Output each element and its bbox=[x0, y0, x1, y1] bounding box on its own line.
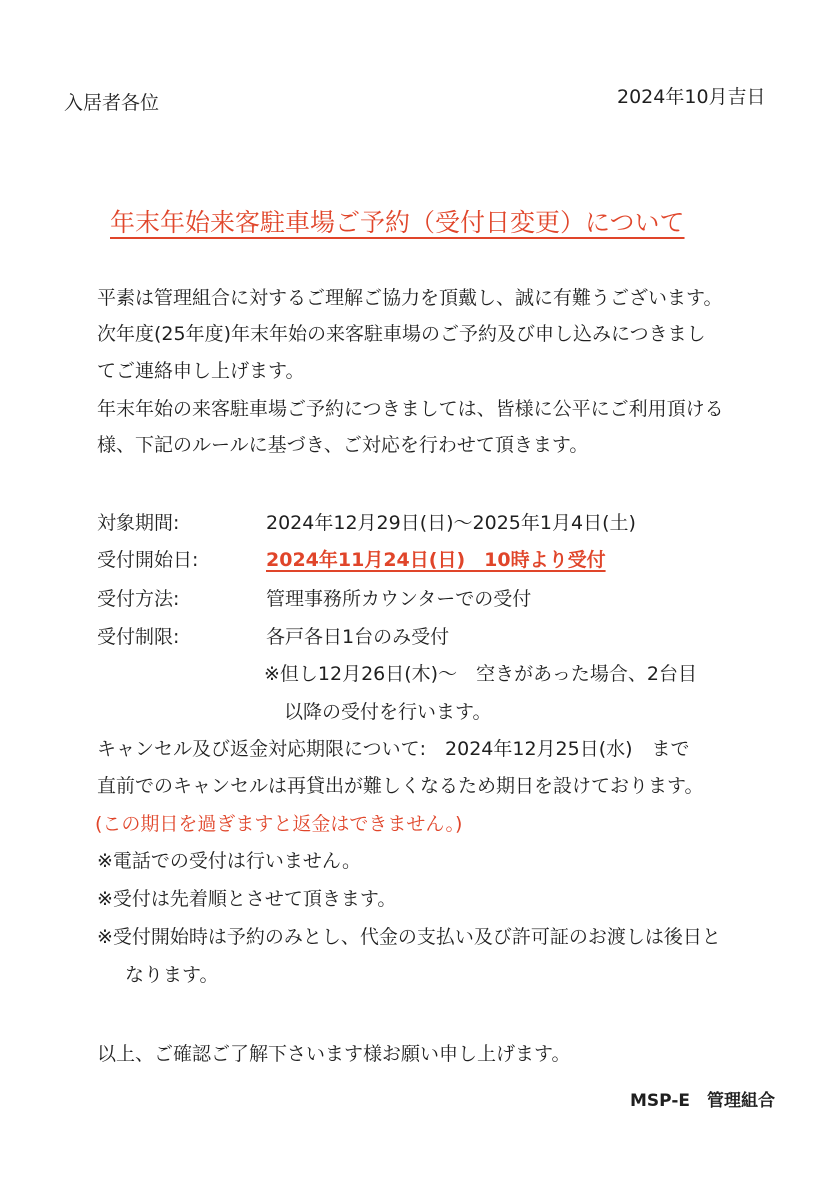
intro-line-4: 年末年始の来客駐車場ご予約につきましては、皆様に公平にご利用頂ける bbox=[97, 398, 724, 420]
period-value: 2024年12月29日(日)～2025年1月4日(土) bbox=[266, 512, 636, 534]
signature: MSP-E 管理組合 bbox=[630, 1091, 775, 1111]
note-payment-line-2: なります。 bbox=[125, 964, 219, 986]
intro-line-3: てご連絡申し上げます。 bbox=[97, 360, 305, 382]
note-no-phone: ※電話での受付は行いません。 bbox=[97, 850, 362, 872]
limit-note-1: ※但し12月26日(木)～ 空きがあった場合、2台目 bbox=[264, 663, 697, 685]
cancellation-reason: 直前でのキャンセルは再貸出が難しくなるため期日を設けております。 bbox=[97, 775, 704, 797]
limit-label: 受付制限: bbox=[97, 626, 180, 648]
start-date-label: 受付開始日: bbox=[97, 549, 199, 571]
intro-line-5: 様、下記のルールに基づき、ご対応を行わせて頂きます。 bbox=[97, 434, 589, 456]
issue-date: 2024年10月吉日 bbox=[617, 86, 766, 108]
note-payment-line-1: ※受付開始時は予約のみとし、代金の支払い及び許可証のお渡しは後日と bbox=[97, 926, 721, 948]
document-title: 年末年始来客駐車場ご予約（受付日変更）について bbox=[110, 208, 685, 237]
limit-value: 各戸各日1台のみ受付 bbox=[266, 626, 450, 648]
limit-note-2: 以降の受付を行います。 bbox=[284, 701, 492, 723]
period-label: 対象期間: bbox=[97, 512, 180, 534]
note-first-come: ※受付は先着順とさせて頂きます。 bbox=[97, 888, 397, 910]
start-date-value: 2024年11月24日(日) 10時より受付 bbox=[266, 549, 606, 571]
intro-line-2: 次年度(25年度)年末年始の来客駐車場のご予約及び申し込みにつきまし bbox=[97, 323, 706, 345]
intro-line-1: 平素は管理組合に対するご理解ご協力を頂戴し、誠に有難うございます。 bbox=[97, 287, 723, 309]
cancellation-deadline: キャンセル及び返金対応期限について: 2024年12月25日(水) まで bbox=[97, 738, 690, 760]
recipient-line: 入居者各位 bbox=[64, 92, 160, 114]
method-label: 受付方法: bbox=[97, 588, 180, 610]
closing-remark: 以上、ご確認ご了解下さいます様お願い申し上げます。 bbox=[97, 1043, 571, 1065]
refund-warning: (この期日を過ぎますと返金はできません。) bbox=[95, 813, 463, 835]
method-value: 管理事務所カウンターでの受付 bbox=[266, 588, 532, 610]
